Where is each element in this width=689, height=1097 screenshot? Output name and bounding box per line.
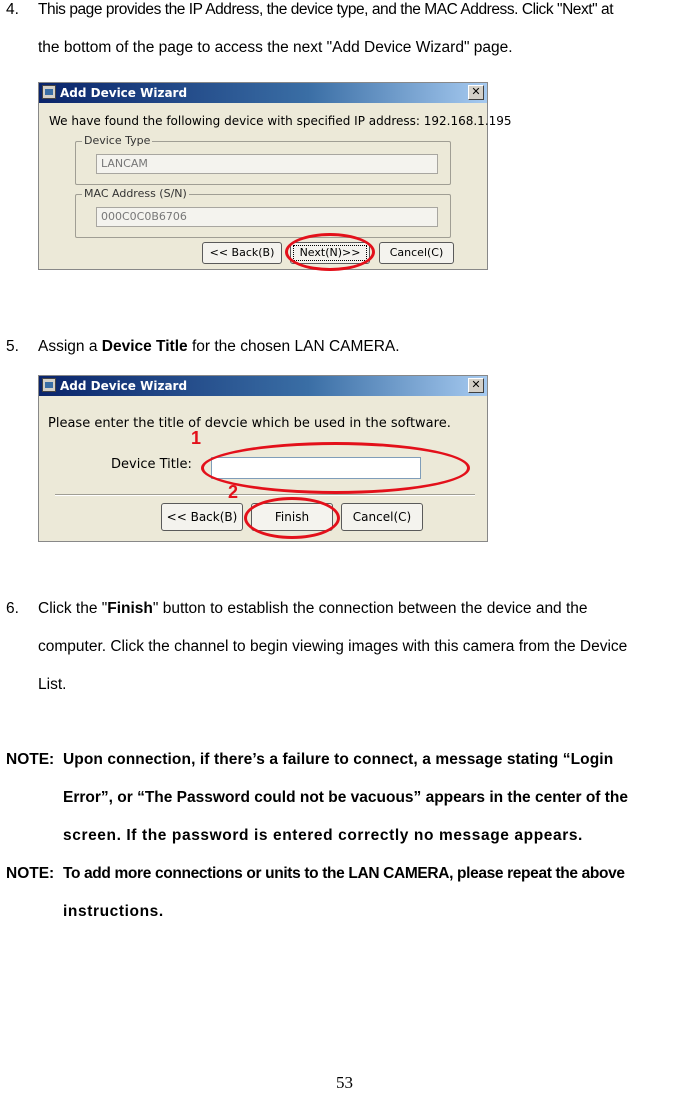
step4-number: 4. xyxy=(6,1,19,18)
finish-highlight-circle xyxy=(244,497,340,539)
mac-address-group xyxy=(75,187,451,238)
dialog-title: Add Device Wizard xyxy=(60,86,188,100)
found-device-message: We have found the following device with specified IP address: 192.168.1.195 xyxy=(49,114,512,128)
step6-number: 6. xyxy=(6,600,19,617)
marker-1: 1 xyxy=(191,428,202,448)
mac-address-label: MAC Address (S/N) xyxy=(84,187,187,200)
next-highlight-circle xyxy=(285,233,375,271)
add-device-wizard-dialog-found xyxy=(38,82,512,270)
step5-bold: Device Title xyxy=(101,338,188,355)
step6-line3: List. xyxy=(38,676,67,693)
page-number: 53 xyxy=(336,1073,353,1092)
note1-label: NOTE: xyxy=(6,751,55,768)
dialog-title: Add Device Wizard xyxy=(60,379,188,393)
title-input-highlight-circle xyxy=(201,442,470,494)
note2-line2: instructions. xyxy=(63,903,164,920)
close-icon[interactable]: ✕ xyxy=(468,378,484,393)
step5-number: 5. xyxy=(6,338,19,355)
device-type-group xyxy=(75,134,451,185)
close-icon[interactable]: ✕ xyxy=(468,85,484,100)
device-title-label: Device Title: xyxy=(111,457,192,472)
app-icon xyxy=(42,378,56,392)
step6-line1-bold: Finish xyxy=(107,600,153,617)
step4-line2: the bottom of the page to access the next "Add Device Wizard" page. xyxy=(38,39,513,56)
back-button[interactable]: << Back(B) xyxy=(202,242,282,264)
app-icon xyxy=(42,85,56,99)
enter-title-message: Please enter the title of devcie which be used in the software. xyxy=(48,416,451,431)
step6-line2: computer. Click the channel to begin viewing images with this camera from the Device xyxy=(38,638,628,655)
step6-line1-suffix: " button to establish the connection between the device and the xyxy=(152,600,588,617)
back-button[interactable]: << Back(B) xyxy=(161,503,243,531)
add-device-wizard-dialog-title xyxy=(38,375,488,542)
step5-suffix: for the chosen LAN CAMERA. xyxy=(187,338,400,355)
mac-address-field: 000C0C0B6706 xyxy=(96,207,438,227)
cancel-button[interactable]: Cancel(C) xyxy=(379,242,454,264)
finish-button[interactable]: Finish xyxy=(251,503,333,531)
note1-line3: screen. If the password is entered correctly no message appears. xyxy=(63,827,583,844)
note1-line1: Upon connection, if there’s a failure to connect, a message stating “Login xyxy=(63,751,614,768)
step5-prefix: Assign a xyxy=(38,338,102,355)
dialog-titlebar xyxy=(39,83,487,103)
next-button[interactable]: Next(N)>> xyxy=(290,242,370,264)
dialog-separator xyxy=(55,494,475,496)
step6-line1-prefix: Click the " xyxy=(38,600,108,617)
device-type-field: LANCAM xyxy=(96,154,438,174)
note2-label: NOTE: xyxy=(6,865,55,882)
marker-2: 2 xyxy=(228,482,239,502)
step4-line1: This page provides the IP Address, the device type, and the MAC Address. Click "Next" at xyxy=(38,1,614,18)
dialog-titlebar xyxy=(39,376,487,396)
cancel-button[interactable]: Cancel(C) xyxy=(341,503,423,531)
note2-line1: To add more connections or units to the LAN CAMERA, please repeat the above xyxy=(63,865,625,882)
note1-line2: Error”, or “The Password could not be vacuous” appears in the center of the xyxy=(63,789,629,806)
device-type-label: Device Type xyxy=(84,134,151,147)
